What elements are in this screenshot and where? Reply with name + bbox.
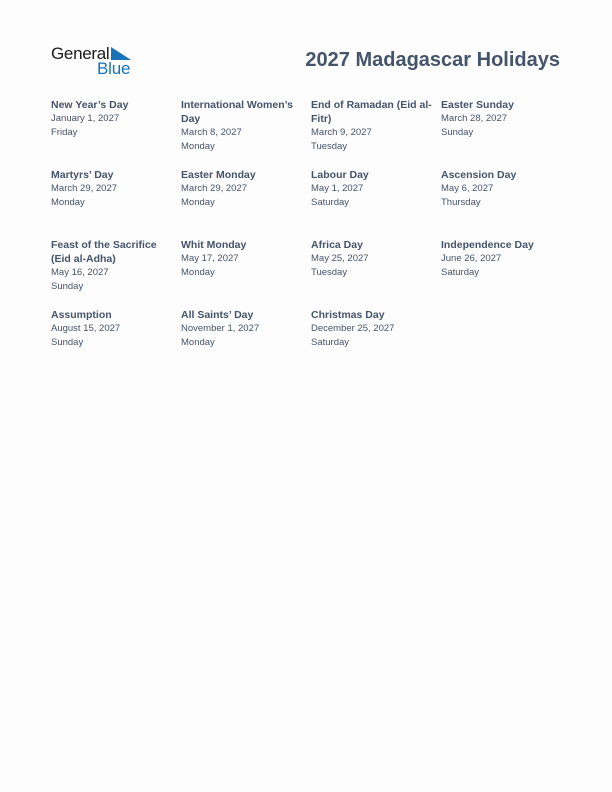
holiday-date: March 29, 2027: [51, 183, 118, 194]
holiday-weekday: Monday: [181, 140, 215, 152]
holiday-name: Assumption: [51, 309, 112, 321]
holiday-weekday: Sunday: [51, 336, 84, 348]
holiday-name: Ascension Day: [441, 169, 517, 181]
holiday-weekday: Monday: [181, 196, 215, 208]
holiday-weekday: Saturday: [311, 196, 350, 208]
holiday-item: [181, 168, 305, 209]
holiday-item: [51, 238, 175, 293]
holiday-date: May 17, 2027: [181, 253, 239, 264]
logo-general-text: General: [51, 44, 110, 63]
holiday-item: [51, 98, 175, 139]
holiday-item: [181, 238, 305, 279]
holiday-item: [311, 308, 435, 349]
holiday-date: June 26, 2027: [441, 253, 502, 264]
holiday-date: August 15, 2027: [51, 323, 121, 334]
holiday-row: [51, 98, 571, 168]
holiday-date: November 1, 2027: [181, 323, 260, 334]
holiday-name: Independence Day: [441, 239, 534, 251]
holiday-row: [51, 168, 571, 238]
holiday-weekday: Saturday: [311, 336, 350, 348]
holiday-name: Easter Sunday: [441, 99, 514, 111]
holiday-item: [311, 98, 435, 153]
holiday-name: Martyrs’ Day: [51, 169, 114, 181]
holiday-name: Whit Monday: [181, 239, 247, 251]
holiday-date: March 8, 2027: [181, 127, 242, 138]
holiday-item: [441, 238, 565, 279]
holiday-item: [311, 238, 435, 279]
holiday-name: New Year’s Day: [51, 99, 129, 111]
holiday-grid: [51, 98, 571, 378]
holiday-name: Africa Day: [311, 239, 363, 251]
page-title: 2027 Madagascar Holidays: [305, 49, 560, 71]
holiday-row: [51, 308, 571, 378]
holiday-item: [181, 98, 305, 153]
holiday-row: [51, 238, 571, 308]
holiday-item: [181, 308, 305, 349]
holiday-weekday: Monday: [181, 266, 215, 278]
holiday-item: [51, 168, 175, 209]
holiday-name: All Saints’ Day: [181, 309, 254, 321]
holiday-item: [51, 308, 175, 349]
holiday-weekday: Tuesday: [311, 266, 348, 278]
holiday-weekday: Friday: [51, 126, 78, 138]
holiday-weekday: Tuesday: [311, 140, 348, 152]
holiday-date: December 25, 2027: [311, 323, 395, 334]
holiday-name: Christmas Day: [311, 309, 385, 321]
holiday-name: End of Ramadan (Eid al-Fitr): [311, 99, 432, 125]
holiday-name: Easter Monday: [181, 169, 256, 181]
holiday-name: Labour Day: [311, 169, 369, 181]
holiday-weekday: Sunday: [441, 126, 474, 138]
holiday-item: [441, 98, 565, 139]
holiday-name: Feast of the Sacrifice (Eid al-Adha): [51, 239, 157, 265]
holiday-date: March 9, 2027: [311, 127, 372, 138]
logo: [51, 44, 141, 78]
holiday-weekday: Thursday: [441, 196, 481, 208]
holiday-weekday: Monday: [51, 196, 85, 208]
holiday-date: May 25, 2027: [311, 253, 369, 264]
holiday-date: March 28, 2027: [441, 113, 508, 124]
holiday-date: May 1, 2027: [311, 183, 364, 194]
holiday-item: [441, 168, 565, 209]
holiday-date: January 1, 2027: [51, 113, 120, 124]
logo-blue-text: Blue: [97, 59, 131, 78]
holiday-date: May 16, 2027: [51, 267, 109, 278]
holiday-date: March 29, 2027: [181, 183, 248, 194]
holiday-name: International Women’s Day: [181, 99, 294, 125]
holiday-date: May 6, 2027: [441, 183, 494, 194]
holiday-weekday: Sunday: [51, 280, 84, 292]
holiday-item: [311, 168, 435, 209]
holiday-weekday: Saturday: [441, 266, 480, 278]
holiday-weekday: Monday: [181, 336, 215, 348]
